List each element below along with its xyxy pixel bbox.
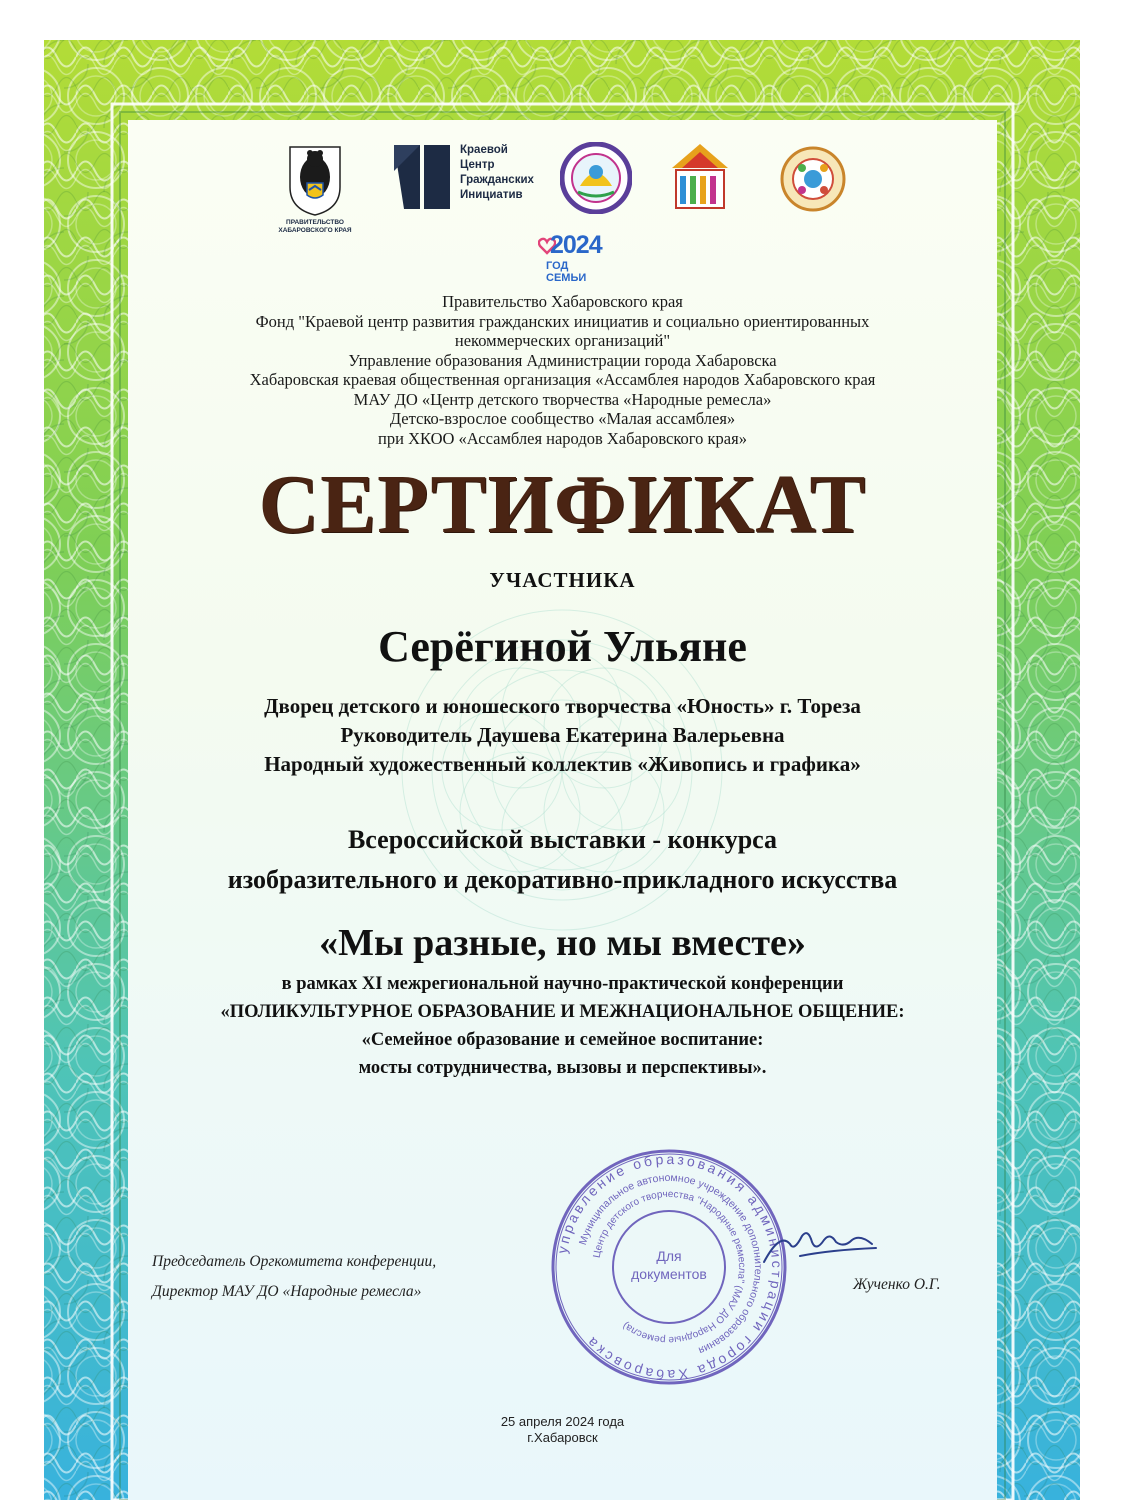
recipient-name: Серёгиной Ульяне	[378, 622, 747, 671]
official-stamp	[550, 1148, 788, 1386]
folk-crafts-house-emblem-icon	[670, 142, 730, 210]
conference-line: «ПОЛИКУЛЬТУРНОЕ ОБРАЗОВАНИЕ И МЕЖНАЦИОНАЛЬНОЕ ОБЩЕНИЕ:	[220, 1002, 905, 1022]
issue-date-block	[128, 1414, 997, 1446]
institution-line: Дворец детского и юношеского творчества «Юность» г. Тореза	[264, 694, 861, 718]
government-caption-line2: ХАБАРОВСКОГО КРАЯ	[278, 226, 352, 234]
institution-line: Народный художественный коллектив «Живопись и графика»	[264, 752, 861, 776]
contest-name: «Мы разные, но мы вместе»	[319, 922, 806, 964]
government-caption-line1: ПРАВИТЕЛЬСТВО	[286, 219, 344, 226]
stamp-outer-text: управление образования администрации города Хабаровска	[553, 1150, 786, 1384]
bear-coat-of-arms-icon	[276, 143, 354, 217]
handwritten-signature	[760, 1222, 880, 1272]
conference-line: «Семейное образование и семейное воспитание:	[361, 1030, 764, 1050]
conference-line: мосты сотрудничества, вызовы и перспективы».	[358, 1058, 767, 1078]
year-of-family-logo	[536, 231, 608, 284]
issue-city: г.Хабаровск	[527, 1430, 598, 1445]
year-label: 2024	[550, 231, 602, 259]
contest-line2: изобразительного и декоративно-прикладного искусства	[227, 865, 898, 894]
organizer-line: некоммерческих организаций"	[454, 331, 671, 350]
stamp-center-line1: Для	[656, 1248, 682, 1264]
organizer-line: Детско-взрослое сообщество «Малая ассамблея»	[389, 409, 736, 428]
contest-description	[128, 820, 997, 900]
civic-center-line2: Центр	[460, 159, 495, 171]
signatory-role-line2: Директор МАУ ДО «Народные ремесла»	[152, 1283, 422, 1300]
government-logo	[276, 143, 354, 235]
stamp-center-line2: документов	[631, 1266, 707, 1282]
stamp-middle-text: Муниципальное автономное учреждение дополнительного образования	[576, 1171, 765, 1357]
civic-center-logo-icon	[394, 145, 456, 209]
organizer-line: МАУ ДО «Центр детского творчества «Народные ремесла»	[353, 389, 772, 409]
civic-center-line1: Краевой	[460, 144, 508, 156]
certificate-subtitle: УЧАСТНИКА	[489, 568, 636, 592]
certificate-title: СЕРТИФИКАТ	[258, 458, 867, 551]
organizer-line: Управление образования Администрации города Хабаровска	[348, 350, 777, 370]
signatory-name: Жученко О.Г.	[853, 1276, 941, 1293]
stamp-inner-text: Центр детского творчества "Народные ремесла" (МАУ ДО Народные ремесла)	[591, 1188, 748, 1346]
organizer-line: при ХКОО «Ассамблея народов Хабаровского края»	[378, 428, 747, 448]
year-caption: ГОД СЕМЬИ	[546, 260, 587, 284]
signatory-role	[152, 1247, 436, 1307]
signatory-role-line1: Председатель Оргкомитета конференции,	[152, 1253, 437, 1270]
assembly-of-peoples-emblem-icon	[560, 142, 632, 214]
organizer-line: Правительство Хабаровского края	[442, 292, 683, 311]
institution-block	[128, 692, 997, 779]
conference-block	[128, 970, 997, 1082]
civic-center-line3: Гражданских	[460, 174, 534, 186]
institution-line: Руководитель Даушева Екатерина Валерьевна	[340, 723, 785, 747]
small-assembly-emblem-icon	[780, 146, 846, 212]
civic-center-logo	[394, 143, 539, 209]
organizer-line: Фонд "Краевой центр развития гражданских инициатив и социально ориентированных	[255, 311, 870, 331]
civic-center-line4: Инициатив	[460, 189, 523, 201]
issue-date: 25 апреля 2024 года	[500, 1414, 625, 1429]
organizers-list	[128, 292, 997, 448]
contest-line1: Всероссийской выставки - конкурса	[347, 825, 778, 854]
organizer-line: Хабаровская краевая общественная организация «Ассамблея народов Хабаровского края	[249, 370, 876, 389]
conference-line: в рамках XI межрегиональной научно-практической конференции	[281, 974, 844, 994]
